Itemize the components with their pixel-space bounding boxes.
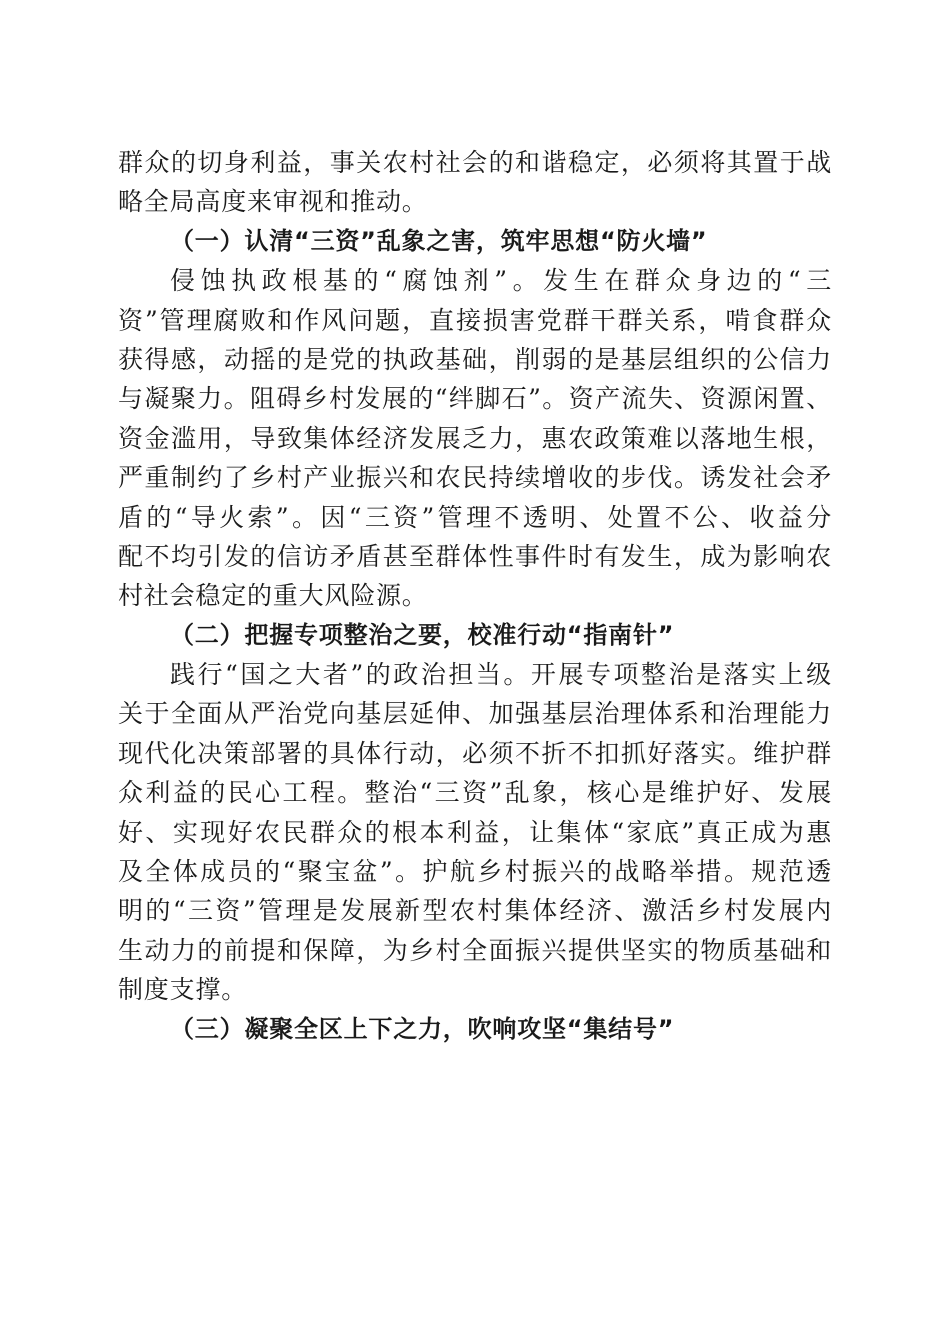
paragraph-line: 侵蚀执政根基的“腐蚀剂”。发生在群众身边的“三 <box>170 266 832 296</box>
paragraph-line: 获得感，动摇的是党的执政基础，削弱的是基层组织的公信力 <box>118 344 832 374</box>
paragraph-line: 略全局高度来审视和推动。 <box>118 187 428 217</box>
paragraph-line: 及全体成员的“聚宝盆”。护航乡村振兴的战略举措。规范透 <box>118 857 832 887</box>
paragraph-line: 配不均引发的信访矛盾甚至群体性事件时有发生，成为影响农 <box>118 541 832 571</box>
paragraph-line: 盾的“导火索”。因“三资”管理不透明、处置不公、收益分 <box>118 502 832 532</box>
paragraph-line: 现代化决策部署的具体行动，必须不折不扣抓好落实。维护群 <box>118 738 832 768</box>
section-heading-3: （三）凝聚全区上下之力，吹响攻坚“集结号” <box>170 1014 675 1043</box>
paragraph-line: 群众的切身利益，事关农村社会的和谐稳定，必须将其置于战 <box>118 148 832 177</box>
section-heading-1: （一）认清“三资”乱象之害，筑牢思想“防火墙” <box>170 226 708 255</box>
paragraph-line: 与凝聚力。阻碍乡村发展的“绊脚石”。资产流失、资源闲置、 <box>118 384 832 414</box>
paragraph-line: 生动力的前提和保障，为乡村全面振兴提供坚实的物质基础和 <box>118 935 832 965</box>
paragraph-line: 严重制约了乡村产业振兴和农民持续增收的步伐。诱发社会矛 <box>118 463 832 493</box>
paragraph-line: 资金滥用，导致集体经济发展乏力，惠农政策难以落地生根， <box>118 423 832 453</box>
paragraph-line: 资”管理腐败和作风问题，直接损害党群干群关系，啃食群众 <box>118 305 832 335</box>
paragraph-line: 众利益的民心工程。整治“三资”乱象，核心是维护好、发展 <box>118 778 832 808</box>
paragraph-line: 制度支撑。 <box>118 975 248 1005</box>
paragraph-line: 关于全面从严治党向基层延伸、加强基层治理体系和治理能力 <box>118 699 832 729</box>
paragraph-line: 明的“三资”管理是发展新型农村集体经济、激活乡村发展内 <box>118 896 832 926</box>
paragraph-line: 践行“国之大者”的政治担当。开展专项整治是落实上级 <box>170 660 832 690</box>
paragraph-line: 村社会稳定的重大风险源。 <box>118 581 428 611</box>
document-body <box>118 143 832 1049</box>
section-heading-2: （二）把握专项整治之要，校准行动“指南针” <box>170 620 675 649</box>
paragraph-line: 好、实现好农民群众的根本利益，让集体“家底”真正成为惠 <box>118 817 832 847</box>
